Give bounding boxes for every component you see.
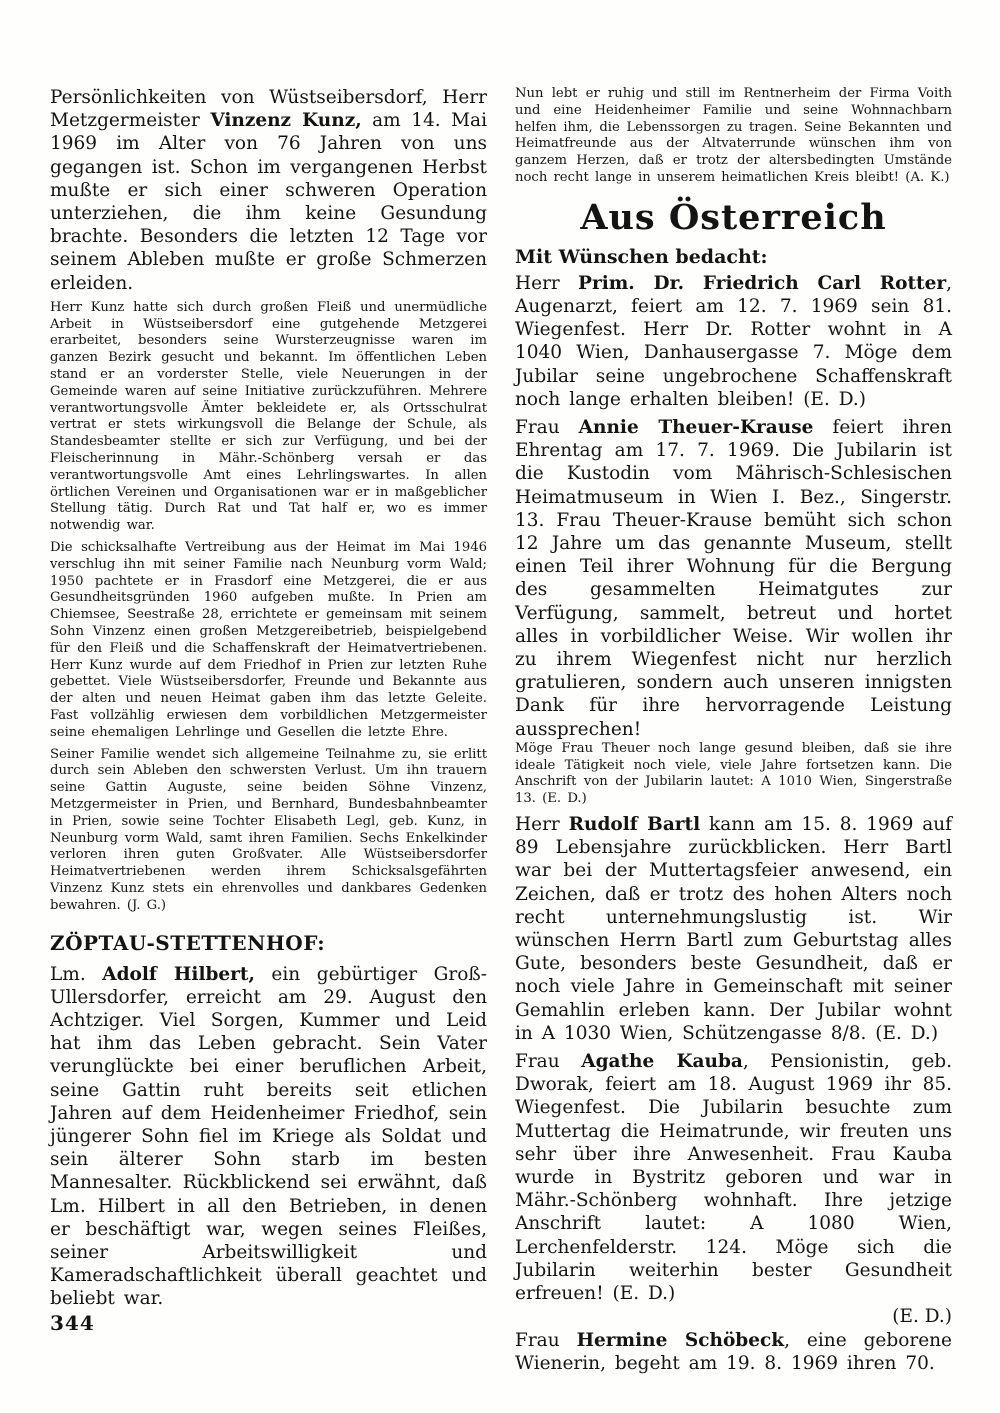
person-name-bold: Rudolf Bartl [568, 814, 701, 836]
text-segment: feiert ihren Ehrentag am 17. 7. 1969. Die Jubilarin ist die Kustodin vom Mährisch-Schlesischen Heimatmuseum in Wien I. Bez., Singerstr. 13. Frau Theuer-Krause bemüht sich schon 12 Jahre um das genannte Museum, stellt einen Teil ihrer Wohnung für die Bergung des gesammelten Heimatgutes zur Verfügung, sammelt, betreut und hortet alles in vorbildlicher Weise. Wir wollen ihr zu ihrem Wiegenfest nicht nur herzlich gratulieren, sondern auch unseren innigsten Dank für ihre hervorragende Leistung aussprechen! [515, 417, 952, 740]
kauba-birthday-paragraph [515, 1050, 952, 1305]
page-number: 344 [50, 1310, 95, 1335]
text-segment: Seiner Familie wendet sich allgemeine Teilnahme zu, sie erlitt durch sein Ableben den schwersten Verlust. Um ihn trauern seine Gattin Auguste, seine beiden Söhne Vinzenz, Metzgermeister in Prien, und Bernhard, Bundesbahnbeamter in Prien, sowie seine Tochter Elisabeth Legl, geb. Kunz, in Neunburg vorm Wald, samt ihren Familien. Sechs Enkelkinder verloren ihren guten Großvater. Alle Wüstseibersdorfer Heimatvertriebenen werden ihrem Schicksalsgefährten Vinzenz Kunz stets ein ehrenvolles und dankbares Gedenken bewahren. (J. G.) [50, 746, 487, 913]
person-name-bold: Adolf Hilbert, [102, 963, 255, 985]
text-segment: ein gebürtiger Groß-Ullersdorfer, erreicht am 29. August den Achtziger. Viel Sorgen, Kummer und Leid hat ihm das Leben gebracht. Sein Vater verunglückte bei einer beruflichen Arbeit, seine Gattin ruht bereits seit etlichen Jahren auf dem Heidenheimer Friedhof, sein jüngerer Sohn fiel im Kriege als Soldat und sein älterer Sohn starb im besten Mannesalter. Rückblickend sei erwähnt, daß Lm. Hilbert in all den Betrieben, in denen er beschäftigt war, wegen seines Fleißes, seiner Arbeitswilligkeit und Kameradschaftlichkeit überall geachtet und beliebt war. [50, 963, 487, 1310]
right-column [515, 86, 952, 1413]
text-segment: kann am 15. 8. 1969 auf 89 Lebensjahre zurückblicken. Herr Bartl war bei der Muttertagsfeier anwesend, ein Zeichen, daß er trotz des hohen Alters noch recht unternehmungslustig ist. Wir wünschen Herrn Bartl zum Geburtstag alles Gute, besonders beste Gesundheit, daß er noch viele Jahre in Gemeinschaft mit seiner Gemahlin erleben kann. Der Jubilar wohnt in A 1030 Wien, Schützengasse 8/8. (E. D.) [515, 814, 953, 1044]
text-segment: , Pensionistin, geb. Dworak, feiert am 18. August 1969 ihr 85. Wiegenfest. Die Jubilarin besuchte zum Muttertag die Heimatrunde, wir freuten uns sehr über ihre Anwesenheit. Frau Kauba wurde in Bystritz geboren und war in Mähr.-Schönberg wohnhaft. Ihre jetzige Anschrift lautet: A 1080 Wien, Lerchenfelderstr. 124. Möge sich die Jubilarin weiterhin bester Gesundheit erfreuen! (E. D.) [515, 1051, 952, 1305]
text-segment: Frau [515, 1051, 582, 1073]
section-heading-zoeptau-stettenhof: ZÖPTAU-STETTENHOF: [50, 930, 326, 955]
two-column-layout [50, 86, 952, 1413]
rotter-birthday-paragraph [515, 272, 952, 411]
bartl-birthday-paragraph [515, 813, 952, 1045]
schoebeck-birthday-paragraph [515, 1329, 952, 1375]
text-segment: Lm. [50, 963, 103, 985]
person-name-bold: Prim. Dr. Friedrich Carl Rotter [578, 272, 947, 294]
text-segment: Herr [515, 272, 579, 294]
text-segment: , eine geborene Wienerin, begeht am 19. 8. 1969 ihren 70. [515, 1329, 952, 1374]
text-segment: Möge Frau Theuer noch lange gesund bleiben, daß sie ihre ideale Tätigkeit noch viele, viele Jahre fortsetzen kann. Die Anschrift von der Jubilarin lautet: A 1010 Wien, Singerstraße 13. (E. D.) [515, 740, 952, 807]
text-segment: Frau [515, 417, 579, 438]
theuer-krause-birthday-paragraph [515, 416, 952, 741]
person-name-bold: Annie Theuer-Krause [578, 417, 814, 438]
rentnerheim-paragraph [515, 86, 952, 187]
zoeptau-birthday-paragraph [50, 963, 487, 1311]
obituary-expulsion-paragraph [50, 540, 487, 742]
credit-line-ed: (E. D.) [892, 1306, 952, 1328]
text-segment: Herr Kunz hatte sich durch großen Fleiß und unermüdliche Arbeit in Wüstseibersdorf eine gutgehende Metzgerei erarbeitet, besonders seine Wursterzeugnisse waren im ganzen Bezirk gesucht und bekannt. Im öffentlichen Leben stand er an vorderster Stelle, viele Neuerungen in der Gemeinde waren auf seine Initiative zurückzuführen. Mehrere verantwortungsvolle Ämter bekleidete er, als Ortsschulrat vertrat er stets wirkungsvoll die Belange der Schule, als Standesbeamter stellte er sich zur Verfügung, und bei der Fleischerinnung in Mähr.-Schönberg versah er das verantwortungsvolle Amt eines Lehrlingswartes. In allen örtlichen Vereinen und Organisationen war er in maßgeblicher Stellung tätig. Durch Rat und Tat half er, wo es immer notwendig war. [50, 299, 487, 534]
theuer-krause-note-paragraph [515, 741, 952, 808]
text-segment: Die schicksalhafte Vertreibung aus der Heimat im Mai 1946 verschlug ihn mit seiner Familie nach Neunburg vorm Wald; 1950 pachtete er in Frasdorf eine Metzgerei, die er aus Gesundheitsgründen 1960 aufgeben mußte. In Prien am Chiemsee, Seestraße 28, errichtete er gemeinsam mit seinem Sohn Vinzenz einen großen Metzgereibetrieb, beispielgebend für den Fleiß und die Schaffenskraft der Heimatvertriebenen. Herr Kunz wurde auf dem Friedhof in Prien zur letzten Ruhe gebettet. Viele Wüstseibersdorfer, Freunde und Bekannte aus der alten und neuen Heimat gaben ihm das letzte Geleite. Fast vollzählig erwiesen dem vorbildlichen Metzgermeister seine ehemaligen Lehrlinge und Gesellen die letzte Ehre. [50, 539, 487, 740]
aus-oesterreich-heading: Aus Österreich [580, 196, 887, 238]
text-segment: Frau [515, 1329, 577, 1351]
text-segment: Herr [515, 814, 569, 836]
mit-wuenschen-subheading: Mit Wünschen bedacht: [515, 245, 768, 268]
text-segment: Persönlichkeiten von Wüstseibersdorf, Herr Metzgermeister [50, 87, 487, 132]
left-column [50, 86, 487, 1413]
text-segment: Nun lebt er ruhig und still im Rentnerheim der Firma Voith und eine Heidenheimer Familie und seine Wohnnachbarn helfen ihm, die Lebenssorgen zu tragen. Seine Bekannten und Heimatfreunde aus der Altvaterrunde wünschen ihm von ganzem Herzen, daß er trotz der altersbedingten Umstände noch recht lange in unserem heimatlichen Kreis bleibt! (A. K.) [515, 86, 952, 185]
text-segment: , Augenarzt, feiert am 12. 7. 1969 sein 81. Wiegenfest. Herr Dr. Rotter wohnt in A 1040 Wien, Danhausergasse 7. Möge dem Jubilar seine ungebrochene Schaffenskraft noch lange erhalten bleiben! (E. D.) [515, 272, 952, 410]
obituary-intro-paragraph [50, 86, 487, 295]
person-name-bold: Hermine Schöbeck [576, 1329, 785, 1351]
person-name-bold: Vinzenz Kunz, [210, 110, 362, 132]
person-name-bold: Agathe Kauba [581, 1051, 743, 1073]
obituary-life-paragraph [50, 300, 487, 535]
text-segment: am 14. Mai 1969 im Alter von 76 Jahren von uns gegangen ist. Schon im vergangenen Herbst mußte er sich einer schweren Operation unterziehen, die ihm keine Gesundung brachte. Besonders die letzten 12 Tage vor seinem Ableben mußte er große Schmerzen erleiden. [50, 110, 487, 294]
obituary-family-paragraph [50, 747, 487, 915]
